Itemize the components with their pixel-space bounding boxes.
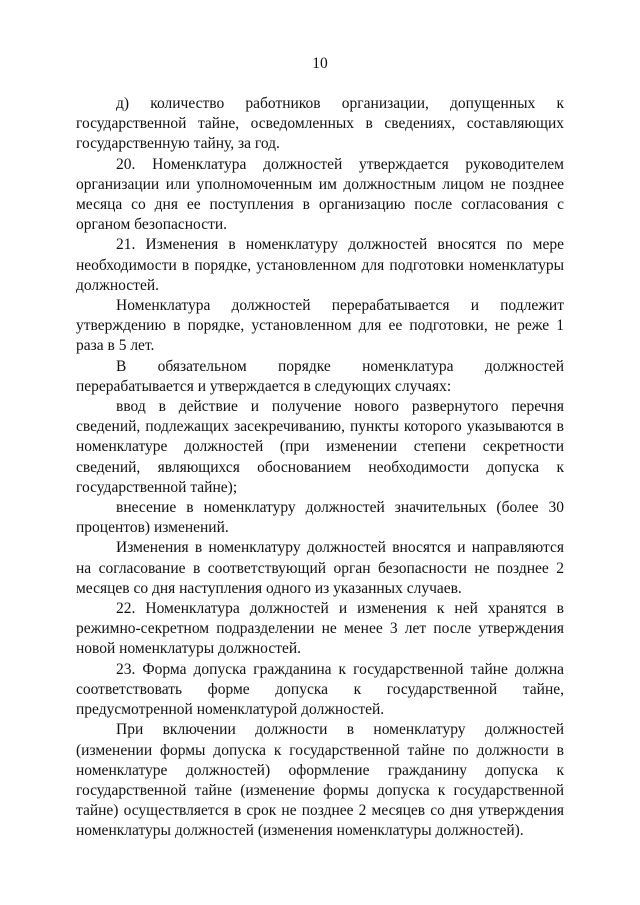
paragraph-mandatory-cases: В обязательном порядке номенклатура должностей перерабатывается и утверждается в следующих случаях: [76,357,564,395]
paragraph-changes-approval: Изменения в номенклатуру должностей вносятся и направляются на согласование в соответствующий орган безопасности не позднее 2 месяцев со дня наступления одного из указанных случаев. [76,539,564,597]
page-number: 10 [312,55,328,72]
paragraph-revision-period: Номенклатура должностей перерабатывается и подлежит утверждению в порядке, установленном для ее подготовки, не реже 1 раза в 5 лет. [76,297,564,355]
paragraph-22: 22. Номенклатура должностей и изменения к ней хранятся в режимно-секретном подразделении не менее 3 лет после утверждения новой номенклатуры должностей. [76,600,564,658]
paragraph-20: 20. Номенклатура должностей утверждается руководителем организации или уполномоченным им должностным лицом не позднее месяца со дня ее поступления в организацию после согласования с органом безопасности. [76,155,564,234]
paragraph-23: 23. Форма допуска гражданина к государственной тайне должна соответствовать форме допуска к государственной тайне, предусмотренной номенклатурой должностей. [76,660,564,719]
document-body [76,94,564,842]
paragraph-item-d: д) количество работников организации, допущенных к государственной тайне, осведомленных в сведениях, составляющих государственную тайну, за год. [76,95,564,153]
paragraph-21: 21. Изменения в номенклатуру должностей вносятся по мере необходимости в порядке, установленном для подготовки номенклатуры должностей. [76,236,564,294]
paragraph-case-significant-changes: внесение в номенклатуру должностей значительных (более 30 процентов) изменений. [76,499,564,537]
paragraph-inclusion-deadline: При включении должности в номенклатуру должностей (изменении формы допуска к государственной тайне по должности в номенклатуре должностей) оформление гражданину допуска к государственной тайне (изменение формы допуска к государственной тайне) осуществляется в срок не позднее 2 месяцев со дня утверждения номенклатуры должностей (изменения номенклатуры должностей). [76,721,564,840]
paragraph-case-new-list: ввод в действие и получение нового развернутого перечня сведений, подлежащих засекречиванию, пункты которого указываются в номенклатуре должностей (при изменении степени секретности сведений, являющихся обоснованием необходимости допуска к государственной тайне); [76,398,564,496]
